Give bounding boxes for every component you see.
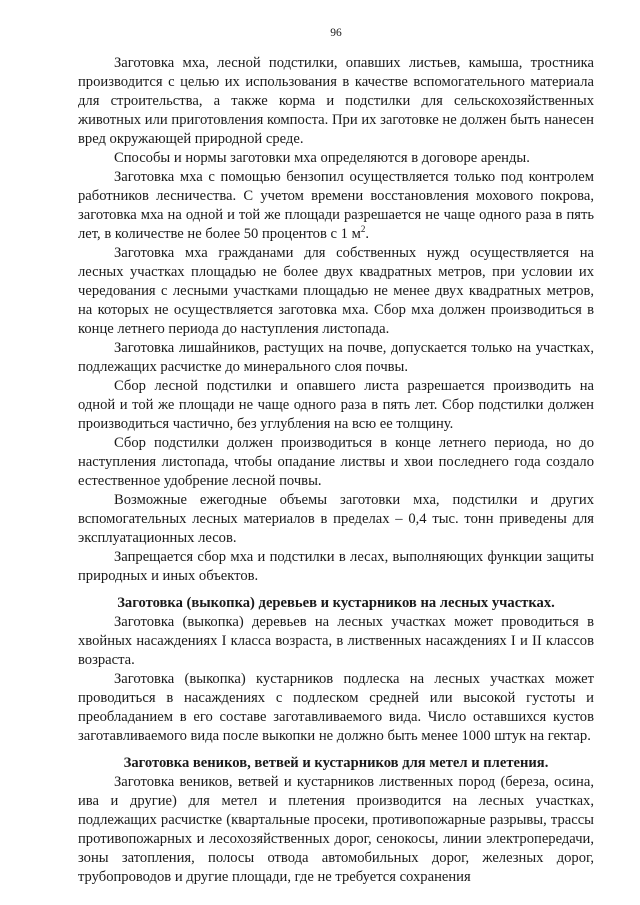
paragraph-brooms: Заготовка веников, ветвей и кустарников лиственных пород (береза, осина, ива и другие) для метел и плетения производится на лесных участках, подлежащих расчистке (квартальные просеки, противопожарные разрывы, трассы противопожарных и лесохозяйственных дорог, сенокосы, линии электропередачи, зоны затопления, полосы отвода автомобильных дорог, железных дорог, трубопроводов и другие площади, где не требуется сохранения bbox=[78, 774, 594, 885]
paragraph-shrubs-digging: Заготовка (выкопка) кустарников подлеска на лесных участках может проводиться в насаждениях с подлеском средней или высокой густоты и преобладанием в его составе заготавливаемого вида. Число оставшихся кустов заготавливаемого вида после выкопки не должно быть менее 1000 штук на гектар. bbox=[78, 671, 594, 744]
paragraph-annual-volumes: Возможные ежегодные объемы заготовки мха, подстилки и других вспомогательных лесных материалов в пределах – 0,4 тыс. тонн приведены для эксплуатационных лесов. bbox=[78, 492, 594, 546]
document-body bbox=[78, 54, 594, 887]
page-number: 96 bbox=[330, 27, 342, 39]
superscript-2: 2 bbox=[360, 224, 366, 235]
paragraph-lichens: Заготовка лишайников, растущих на почве, допускается только на участках, подлежащих расчистке до минерального слоя почвы. bbox=[78, 340, 594, 375]
paragraph-litter-timing: Сбор подстилки должен производиться в конце летнего периода, но до наступления листопада, чтобы опадание листвы и хвои последнего года создало естественное удобрение лесной почвы. bbox=[78, 435, 594, 489]
paragraph-moss-methods: Способы и нормы заготовки мха определяются в договоре аренды. bbox=[114, 150, 530, 166]
heading-trees-shrubs: Заготовка (выкопка) деревьев и кустарников на лесных участках. bbox=[117, 595, 555, 611]
paragraph-moss-chainsaw: Заготовка мха с помощью бензопил осуществляется только под контролем работников лесничества. С учетом времени восстановления мохового покрова, заготовка мха на одной и той же площади разрешается не чаще одного раза в пять лет, в количестве не более 50 процентов с 1 $м^2$. bbox=[78, 169, 594, 242]
paragraph-prohibition: Запрещается сбор мха и подстилки в лесах, выполняющих функции защиты природных и иных объектов. bbox=[78, 549, 594, 584]
paragraph-moss-purpose: Заготовка мха, лесной подстилки, опавших листьев, камыша, тростника производится с целью их использования в качестве вспомогательного материала для строительства, а также корма и подстилки для сельскохозяйственных животных или приготовления компоста. При их заготовке не должен быть нанесен вред окружающей природной среде. bbox=[78, 55, 594, 147]
paragraph-litter-collection: Сбор лесной подстилки и опавшего листа разрешается производить на одной и той же площади не чаще одного раза в пять лет. Сбор подстилки должен производиться частично, без углубления на всю ее толщину. bbox=[78, 378, 594, 432]
heading-brooms-weaving: Заготовка веников, ветвей и кустарников для метел и плетения. bbox=[123, 755, 549, 771]
paragraph-moss-citizens: Заготовка мха гражданами для собственных нужд осуществляется на лесных участках площадью не более двух квадратных метров, при условии их чередования с лесными участками площадью не менее двух квадратных метров, на которых не осуществляется заготовка мха. Сбор мха должен производиться в конце летнего периода до наступления листопада. bbox=[78, 245, 594, 337]
paragraph-trees-digging: Заготовка (выкопка) деревьев на лесных участках может проводиться в хвойных насаждениях I класса возраста, в лиственных насаждениях I и II классов возраста. bbox=[78, 614, 594, 668]
